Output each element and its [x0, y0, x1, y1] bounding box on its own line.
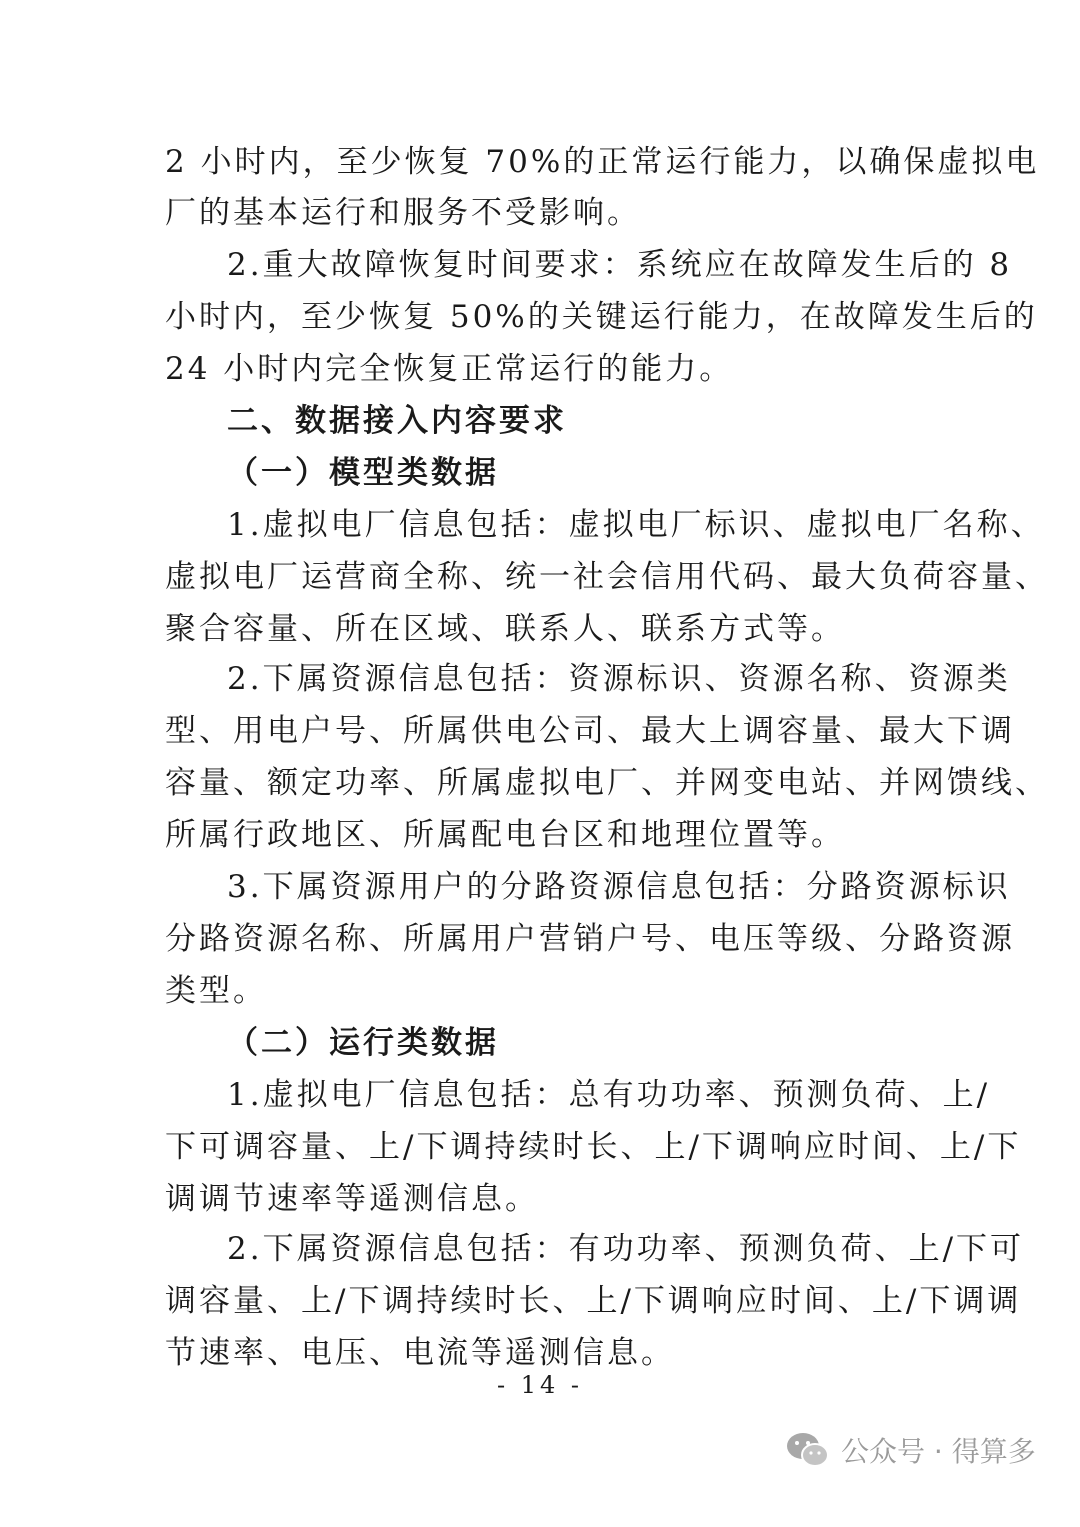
item-line: 3.下属资源用户的分路资源信息包括：分路资源标识	[227, 869, 1011, 905]
section-heading: 二、数据接入内容要求	[227, 403, 567, 439]
watermark-text: 公众号 · 得算多	[841, 1435, 1036, 1468]
item-line: 1.虚拟电厂信息包括：虚拟电厂标识、虚拟电厂名称、	[227, 507, 1045, 543]
paragraph-line: 24 小时内完全恢复正常运行的能力。	[165, 351, 734, 387]
paragraph-line: 小时内，至少恢复 50%的关键运行能力，在故障发生后的	[165, 299, 1038, 335]
item-line: 型、用电户号、所属供电公司、最大上调容量、最大下调	[165, 713, 1015, 749]
item-line: 聚合容量、所在区域、联系人、联系方式等。	[165, 611, 845, 647]
item-line: 虚拟电厂运营商全称、统一社会信用代码、最大负荷容量、	[165, 559, 1049, 595]
subsection-heading: （二）运行类数据	[227, 1025, 499, 1061]
paragraph-line: 厂的基本运行和服务不受影响。	[165, 195, 641, 231]
item-line: 分路资源名称、所属用户营销户号、电压等级、分路资源	[165, 921, 1015, 957]
item-line: 1.虚拟电厂信息包括：总有功功率、预测负荷、上/	[227, 1077, 991, 1113]
paragraph-line: 2.重大故障恢复时间要求：系统应在故障发生后的 8	[227, 247, 1013, 283]
item-line: 容量、额定功率、所属虚拟电厂、并网变电站、并网馈线、	[165, 765, 1049, 801]
item-line: 节速率、电压、电流等遥测信息。	[165, 1335, 675, 1371]
watermark	[785, 1425, 1036, 1475]
item-line: 类型。	[165, 973, 267, 1009]
paragraph-line: 2 小时内，至少恢复 70%的正常运行能力，以确保虚拟电	[165, 144, 1040, 180]
item-line: 2.下属资源信息包括：资源标识、资源名称、资源类	[227, 661, 1011, 697]
item-line: 下可调容量、上/下调持续时长、上/下调响应时间、上/下	[165, 1129, 1022, 1165]
subsection-heading: （一）模型类数据	[227, 455, 499, 491]
wechat-icon	[785, 1430, 831, 1470]
item-line: 调调节速率等遥测信息。	[165, 1181, 539, 1217]
item-line: 所属行政地区、所属配电台区和地理位置等。	[165, 817, 845, 853]
item-line: 2.下属资源信息包括：有功功率、预测负荷、上/下可	[227, 1231, 1025, 1267]
page-number: - 14 -	[496, 1371, 583, 1399]
item-line: 调容量、上/下调持续时长、上/下调响应时间、上/下调调	[165, 1283, 1022, 1319]
